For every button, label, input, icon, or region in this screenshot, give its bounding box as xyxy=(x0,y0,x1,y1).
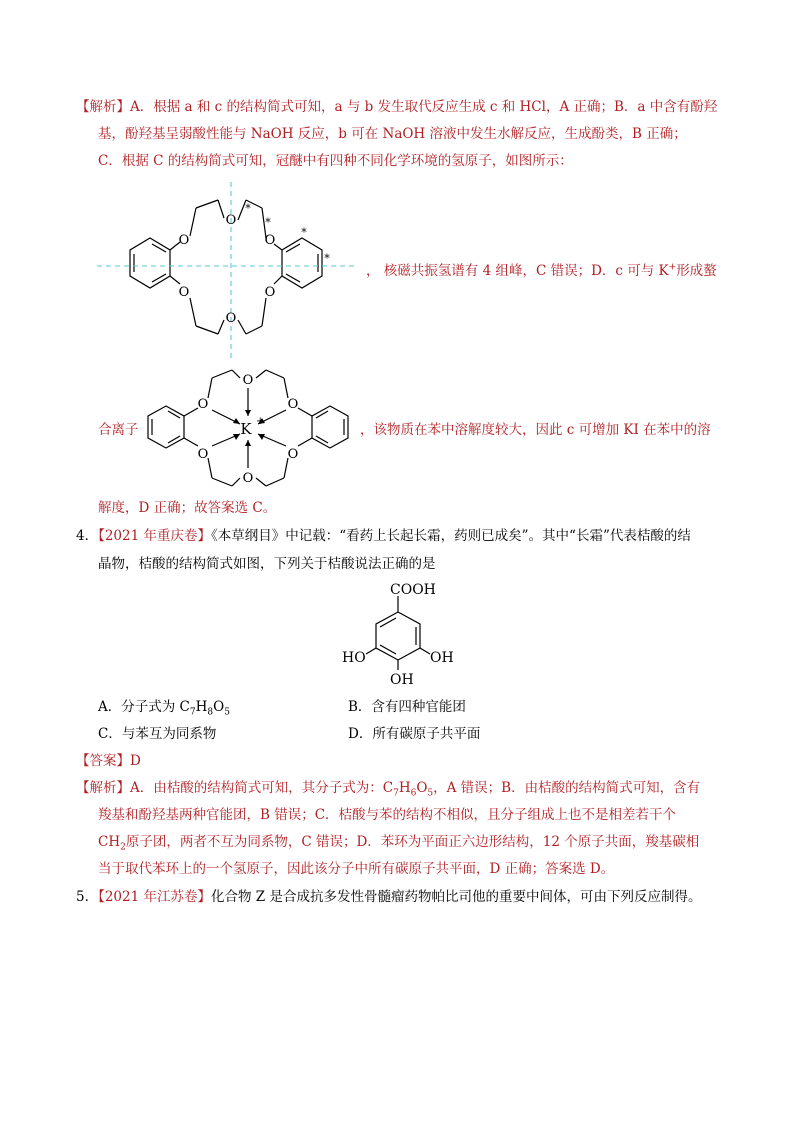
q4-answer: 【答案】D xyxy=(76,753,141,769)
q4-option-c: C．与苯互为同系物 xyxy=(98,726,217,742)
svg-text:O: O xyxy=(287,397,299,412)
svg-text:O: O xyxy=(225,213,237,228)
q4-stem-line-2: 晶物，桔酸的结构简式如图，下列关于桔酸说法正确的是 xyxy=(98,556,436,572)
q4-stem-line-1: 4．【2021 年重庆卷】《本草纲目》中记载：“看药上长起长霜，药则已成矣”。其中“长霜”代表桔酸的结 xyxy=(76,528,691,544)
svg-text:OH: OH xyxy=(430,650,454,666)
k-chelate-figure xyxy=(142,362,358,492)
analysis-line-4: ， 核磁共振氢谱有 4 组峰，C 错误；D．c 可与 K+形成螯 xyxy=(366,262,717,279)
svg-text:O: O xyxy=(178,285,190,300)
analysis-line-2: 基，酚羟基呈弱酸性能与 NaOH 反应，b 可在 NaOH 溶液中发生水解反应，生成酚类，B 正确； xyxy=(98,126,687,142)
analysis-line-5a: 合离子 xyxy=(98,422,139,438)
svg-text:O: O xyxy=(225,311,237,326)
svg-text:OH: OH xyxy=(390,672,414,688)
gallic-acid-structure xyxy=(338,578,468,690)
svg-text:O: O xyxy=(242,373,254,388)
svg-text:*: * xyxy=(245,202,251,215)
svg-text:O: O xyxy=(197,447,209,462)
q4-analysis-line-2: 羧基和酚羟基两种官能团，B 错误；C．桔酸与苯的结构不相似，且分子组成上也不是相差若干个 xyxy=(98,807,677,823)
q5-source: 2021 年江苏卷 xyxy=(104,889,198,905)
svg-text:*: * xyxy=(265,216,271,229)
analysis-line-3: C．根据 C 的结构简式可知，冠醚中有四种不同化学环境的氢原子，如图所示： xyxy=(98,153,573,169)
analysis-line-6: 解度，D 正确；故答案选 C。 xyxy=(98,500,277,516)
q4-analysis-line-4: 当于取代苯环上的一个氢原子，因此该分子中所有碳原子共平面，D 正确；答案选 D。 xyxy=(98,861,615,877)
crown-ether-figure xyxy=(92,180,362,360)
q4-analysis-line-1: 【解析】A．由桔酸的结构简式可知，其分子式为：$C_7H_6O_5$，A 错误；B．由桔酸的结构简式可知，含有 xyxy=(76,780,701,799)
svg-text:O: O xyxy=(264,233,276,248)
svg-text:K: K xyxy=(240,420,252,438)
svg-text:O: O xyxy=(287,447,299,462)
q4-option-a: A．分子式为 $C_7H_8O_5$ xyxy=(98,699,230,718)
svg-text:O: O xyxy=(242,471,254,486)
q5-stem: 5．【2021 年江苏卷】化合物 Z 是合成抗多发性骨髓瘤药物帕比司他的重要中间体，可由下列反应制得。 xyxy=(76,889,702,905)
svg-text:HO: HO xyxy=(342,650,366,666)
svg-text:*: * xyxy=(301,226,307,239)
svg-text:*: * xyxy=(324,252,330,265)
q4-source: 2021 年重庆卷 xyxy=(104,528,198,544)
svg-text:COOH: COOH xyxy=(390,582,436,598)
analysis-line-1: 【解析】A．根据 a 和 c 的结构简式可知，a 与 b 发生取代反应生成 c 和 HCl，A 正确；B．a 中含有酚羟 xyxy=(76,99,718,115)
analysis-line-5b: ，该物质在苯中溶解度较大，因此 c 可增加 KI 在苯中的溶 xyxy=(360,422,711,438)
svg-text:O: O xyxy=(197,397,209,412)
q4-analysis-line-3: $CH_2$原子团，两者不互为同系物，C 错误；D．苯环为平面正六边形结构，12 个原子共面，羧基碳相 xyxy=(98,834,700,853)
q4-option-b: B．含有四种官能团 xyxy=(348,699,466,715)
svg-text:O: O xyxy=(178,233,190,248)
svg-text:O: O xyxy=(264,285,276,300)
q4-option-d: D．所有碳原子共平面 xyxy=(348,726,481,742)
svg-text:+: + xyxy=(256,416,265,427)
analysis-label: 解析 xyxy=(89,99,117,115)
